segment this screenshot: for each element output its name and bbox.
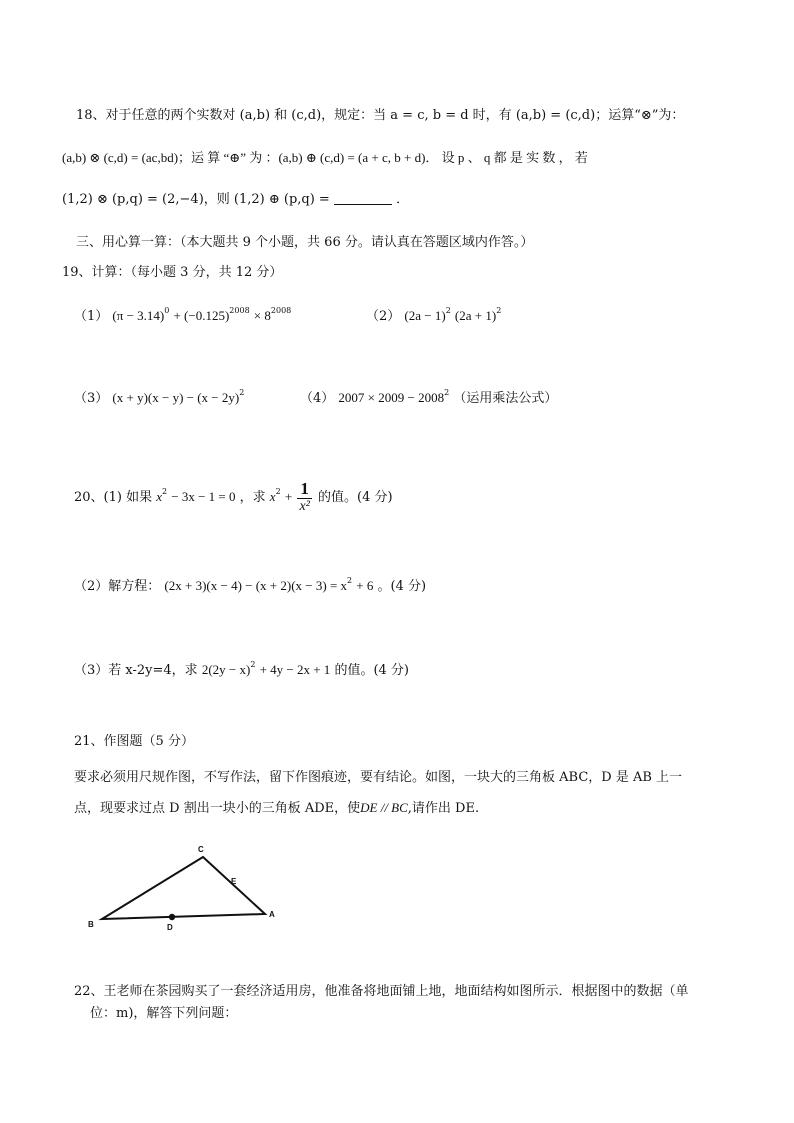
label-c: C — [198, 845, 204, 854]
q20-p3-a: 2(2y − x) — [201, 662, 251, 677]
fraction-one-over-x2 — [297, 480, 312, 515]
q22-line2-text: 位：m)，解答下列问题： — [90, 1006, 238, 1021]
q19-title — [62, 263, 282, 283]
q20-p1-eq-rest: − 3x − 1 = 0 — [171, 489, 236, 504]
q18-text2: (a,b) ⊗ (c,d) = (ac,bd)；运 算 “⊕” 为 ：(a,b) ⊕ (c,d) = (a + c, b + d)． 设 p 、 q 都 是 实 数 ， 若 — [62, 150, 588, 165]
triangle-abc — [102, 857, 265, 919]
q19-p3-label: （3） — [74, 391, 109, 406]
q21-text2-c: ,请作出 DE. — [407, 801, 480, 816]
answer-blank — [334, 192, 392, 205]
q19-p4-note: （运用乘法公式） — [453, 391, 558, 406]
q20-p1-tail: 的值。(4 分) — [318, 490, 393, 505]
q19-p1-c: × 8 — [253, 308, 271, 323]
q21-text1 — [74, 768, 682, 788]
q21-title-text: 21、作图题（5 分） — [74, 734, 194, 749]
q19-p2-exp1: 2 — [445, 306, 451, 315]
triangle-abc-figure — [80, 840, 290, 940]
q21-title — [74, 732, 194, 752]
q19-part1 — [74, 306, 291, 327]
q19-p4-a: 2007 × 2009 − 2008 — [338, 390, 445, 405]
q20-p2-tail: 。(4 分) — [377, 579, 427, 594]
q18-text1: 18、对于任意的两个实数对 (a,b) 和 (c,d)，规定：当 a = c, b = d 时，有 (a,b) = (c,d)；运算“⊗”为： — [76, 108, 685, 123]
q19-p1-b: + (−0.125) — [173, 308, 230, 323]
section3-title-text: 三、用心算一算：（本大题共 9 个小题，共 66 分。请认真在答题区域内作答。） — [76, 235, 534, 250]
label-a: A — [269, 910, 275, 919]
point-d — [169, 914, 175, 920]
q20-part3 — [74, 660, 409, 681]
q19-p3-exp: 2 — [239, 388, 245, 397]
q20-p1-mid: ，求 — [239, 490, 266, 505]
q19-p3-a: (x + y)(x − y) − (x − 2y) — [112, 390, 240, 405]
q20-p2-rest: + 6 — [356, 578, 374, 593]
q19-part3 — [74, 388, 244, 409]
q18-line2 — [62, 148, 588, 168]
q19-p4-exp: 2 — [444, 388, 450, 397]
q20-p1-plus: + — [284, 489, 296, 504]
q19-title-text: 19、计算：（每小题 3 分，共 12 分） — [62, 265, 283, 280]
q21-text2 — [74, 798, 479, 819]
q19-p1-label: （1） — [74, 309, 109, 324]
q22-line2 — [90, 1004, 237, 1024]
q20-part2 — [74, 576, 426, 597]
q21-text1-content: 要求必须用尺规作图，不写作法，留下作图痕迹，要有结论。如图，一块大的三角板 ABC，D 是 AB 上一 — [74, 770, 683, 785]
q20-p1-label: 20、(1) 如果 — [74, 490, 153, 505]
q22-line1-text: 22、王老师在茶园购买了一套经济适用房，他准备将地面铺上地，地面结构如图所示．根据图中的数据（单 — [74, 984, 689, 999]
q20-p1-expr: x — [269, 489, 276, 504]
q19-p1-a: (π − 3.14) — [112, 308, 165, 323]
q20-p3-label: （3）若 x-2y=4，求 — [74, 663, 198, 678]
q18-line3 — [62, 190, 409, 210]
q22-line1 — [74, 982, 689, 1002]
label-e: E — [231, 877, 237, 886]
fraction-denominator: x² — [299, 499, 310, 514]
q19-p4-label: （4） — [300, 391, 335, 406]
q18-period: ． — [396, 192, 410, 207]
label-b: B — [88, 920, 94, 929]
q21-text2-a: 点，现要求过点 D 割出一块小的三角板 ADE，使 — [74, 801, 361, 816]
q20-p2-exp: 2 — [347, 576, 353, 585]
q19-p2-b: (2a + 1) — [454, 308, 497, 323]
q20-p3-exp: 2 — [250, 660, 256, 669]
q20-p2-label: （2）解方程： — [74, 579, 161, 594]
q21-text2-b: DE // BC — [360, 800, 408, 815]
fraction-numerator: 1 — [297, 480, 312, 499]
q19-p2-a: (2a − 1) — [404, 308, 446, 323]
q19-p2-label: （2） — [366, 309, 401, 324]
q19-part4 — [300, 388, 557, 409]
q20-p3-b: + 4y − 2x + 1 — [259, 662, 331, 677]
label-d: D — [167, 923, 173, 932]
q20-p3-tail: 的值。(4 分) — [334, 663, 410, 678]
q18-line1 — [76, 106, 684, 126]
q20-p1-eq: x — [156, 489, 163, 504]
section3-title — [76, 233, 533, 253]
q20-p2-eq: (2x + 3)(x − 4) − (x + 2)(x − 3) = x — [164, 578, 348, 593]
q19-p2-exp2: 2 — [496, 306, 502, 315]
q19-p1-exp0: 0 — [164, 306, 170, 315]
q19-part2 — [366, 306, 501, 327]
q19-p1-exp2: 2008 — [270, 306, 292, 315]
q20-part1 — [74, 480, 393, 515]
q20-p1-eq-exp: 2 — [162, 487, 168, 496]
q19-p1-exp1: 2008 — [229, 306, 250, 315]
q20-p1-expr-exp: 2 — [275, 487, 281, 496]
q18-text3: (1,2) ⊗ (p,q) = (2,−4)，则 (1,2) ⊕ (p,q) = — [62, 192, 330, 207]
